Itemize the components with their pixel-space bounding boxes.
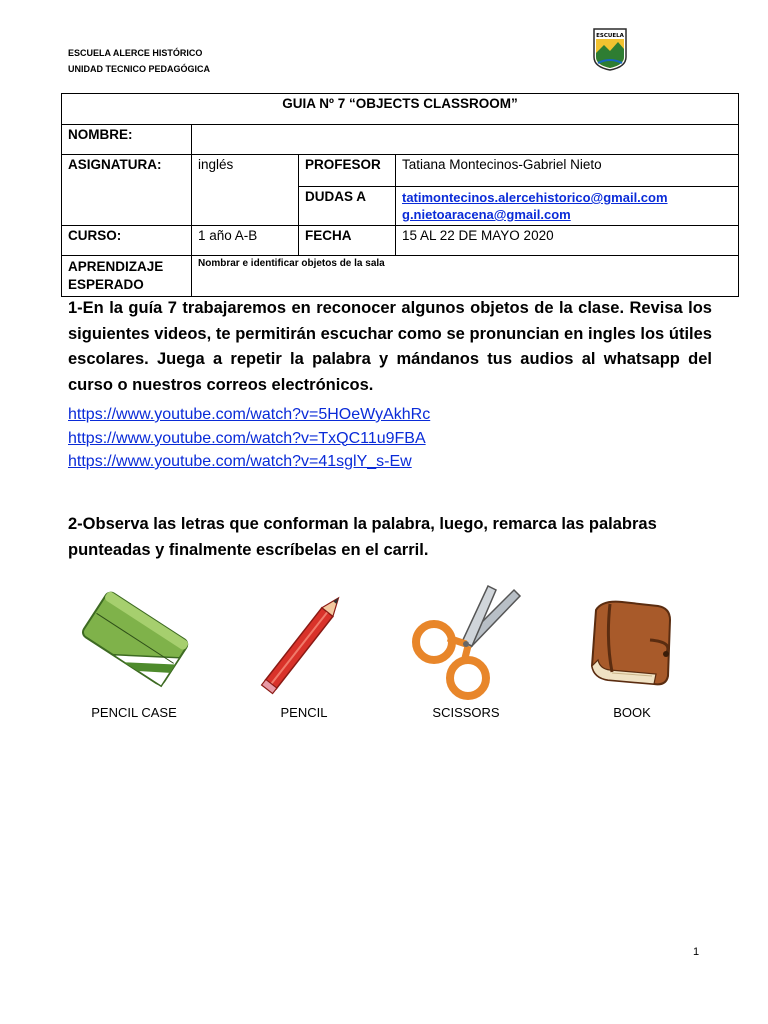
pencil-case-label: PENCIL CASE xyxy=(91,705,177,720)
info-table xyxy=(61,93,739,297)
school-logo xyxy=(592,27,628,71)
pencil-label: PENCIL xyxy=(280,705,328,720)
profesor-label: PROFESOR xyxy=(299,155,396,187)
logo-text: ESCUELA xyxy=(596,33,624,39)
email-link-1[interactable]: tatimontecinos.alercehistorico@gmail.com xyxy=(402,190,668,205)
asignatura-label: ASIGNATURA: xyxy=(62,155,192,226)
instruction-2: 2-Observa las letras que conforman la palabra, luego, remarca las palabras punteadas y finalmente escríbelas en el carril. xyxy=(68,515,657,559)
fecha-label: FECHA xyxy=(299,226,396,256)
book-icon xyxy=(562,580,702,700)
dudas-label: DUDAS A xyxy=(299,187,396,226)
book-label: BOOK xyxy=(613,705,651,720)
scissors-icon xyxy=(396,580,536,700)
curso-value: 1 año A-B xyxy=(192,226,299,256)
video-links xyxy=(68,403,430,474)
guide-title: GUIA Nº 7 “OBJECTS CLASSROOM” xyxy=(62,94,739,125)
pencil-icon xyxy=(234,580,374,700)
fecha-value: 15 AL 22 DE MAYO 2020 xyxy=(396,226,739,256)
nombre-label: NOMBRE: xyxy=(62,125,192,155)
school-name: ESCUELA ALERCE HISTÓRICO xyxy=(68,48,203,58)
school-unit: UNIDAD TECNICO PEDAGÓGICA xyxy=(68,64,211,74)
asignatura-value: inglés xyxy=(192,155,299,226)
pencil-case-icon xyxy=(64,580,204,700)
school-header xyxy=(68,45,210,77)
object-book xyxy=(562,580,702,730)
object-pencil-case xyxy=(64,580,204,730)
video-link-2[interactable]: https://www.youtube.com/watch?v=TxQC11u9FBA xyxy=(68,429,426,447)
profesor-value: Tatiana Montecinos-Gabriel Nieto xyxy=(396,155,739,187)
scissors-label: SCISSORS xyxy=(432,705,500,720)
video-link-3[interactable]: https://www.youtube.com/watch?v=41sglY_s-Ew xyxy=(68,453,412,470)
instruction-1: 1-En la guía 7 trabajaremos en reconocer algunos objetos de la clase. Revisa los siguientes videos, te permitirán escuchar como se pronuncian en ingles los útiles escolares. Juega a repetir la palabra y mándanos tus audios al whatsapp del curso o nuestros correos electrónicos. xyxy=(68,299,712,394)
object-scissors xyxy=(396,580,536,730)
email-link-2[interactable]: g.nietoaracena@gmail.com xyxy=(402,207,571,222)
nombre-field[interactable] xyxy=(192,125,739,155)
aprendizaje-label: APRENDIZAJE ESPERADO xyxy=(62,256,192,297)
aprendizaje-value: Nombrar e identificar objetos de la sala xyxy=(192,256,739,297)
video-link-1[interactable]: https://www.youtube.com/watch?v=5HOeWyAkhRc xyxy=(68,406,431,423)
curso-label: CURSO: xyxy=(62,226,192,256)
page-number: 1 xyxy=(693,946,700,958)
object-pencil xyxy=(234,580,374,730)
